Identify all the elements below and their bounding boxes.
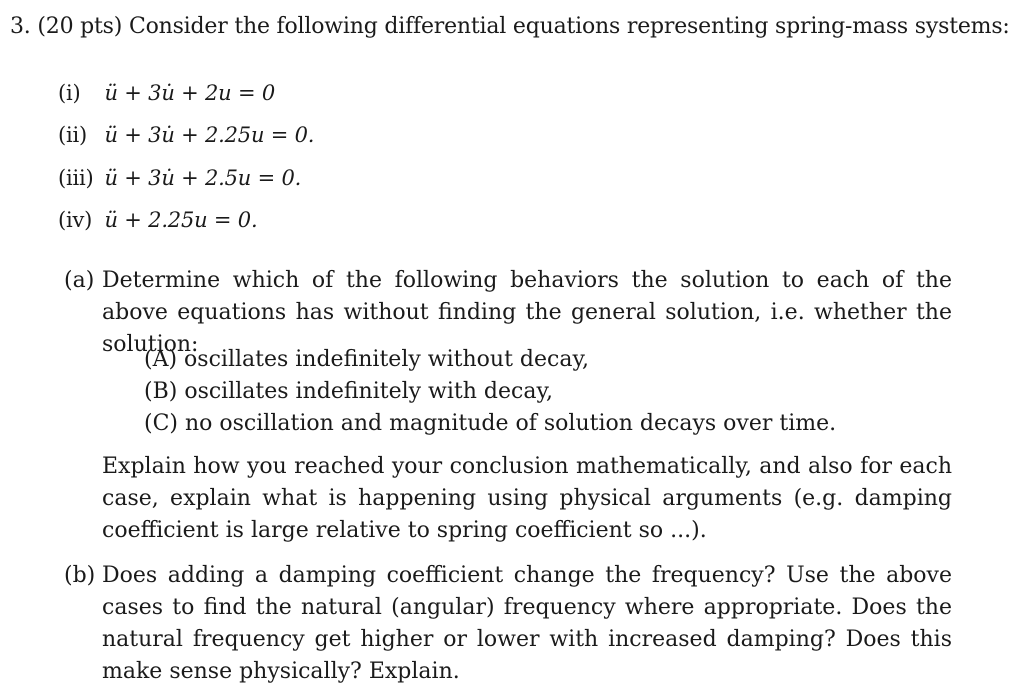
part-a-explain: Explain how you reached your conclusion mathematically, and also for each case, explain what is happening using physical arguments (e.g. damping coefficient is large relative to spring coefficient so ...).	[102, 454, 952, 543]
equation-expression: ü + 3u̇ + 2.5u = 0.	[104, 166, 302, 190]
part-b-label: (b)	[64, 563, 96, 588]
equation-expression: ü + 3u̇ + 2.25u = 0.	[104, 123, 315, 147]
part-a-label: (a)	[64, 268, 95, 293]
equation-iii	[58, 164, 301, 192]
equation-label: (iv)	[58, 208, 93, 232]
equation-label: (ii)	[58, 123, 88, 147]
equation-expression: ü + 2.25u = 0.	[104, 208, 258, 232]
equation-i	[58, 79, 275, 107]
part-b-text: Does adding a damping coefficient change the frequency? Use the above cases to find the natural (angular) frequency where appropriate. Does the natural frequency get higher or lower with increased damping? Does this make sense physically? Explain.	[102, 563, 952, 684]
behavior-options	[144, 344, 836, 440]
equation-label: (iii)	[58, 166, 94, 190]
equation-iv	[58, 206, 257, 234]
equation-ii	[58, 121, 314, 149]
equation-expression: ü + 3u̇ + 2u = 0	[104, 81, 275, 105]
option-a: (A) oscillates indefinitely without decay,	[144, 347, 589, 372]
equation-label: (i)	[58, 81, 81, 105]
option-c: (C) no oscillation and magnitude of solution decays over time.	[144, 411, 837, 436]
option-b: (B) oscillates indefinitely with decay,	[144, 379, 553, 404]
problem-header: 3. (20 pts) Consider the following differential equations representing spring-mass systems:	[10, 14, 1010, 39]
part-a-text: Determine which of the following behaviors the solution to each of the above equations has without finding the general solution, i.e. whether the solution:	[102, 268, 952, 357]
